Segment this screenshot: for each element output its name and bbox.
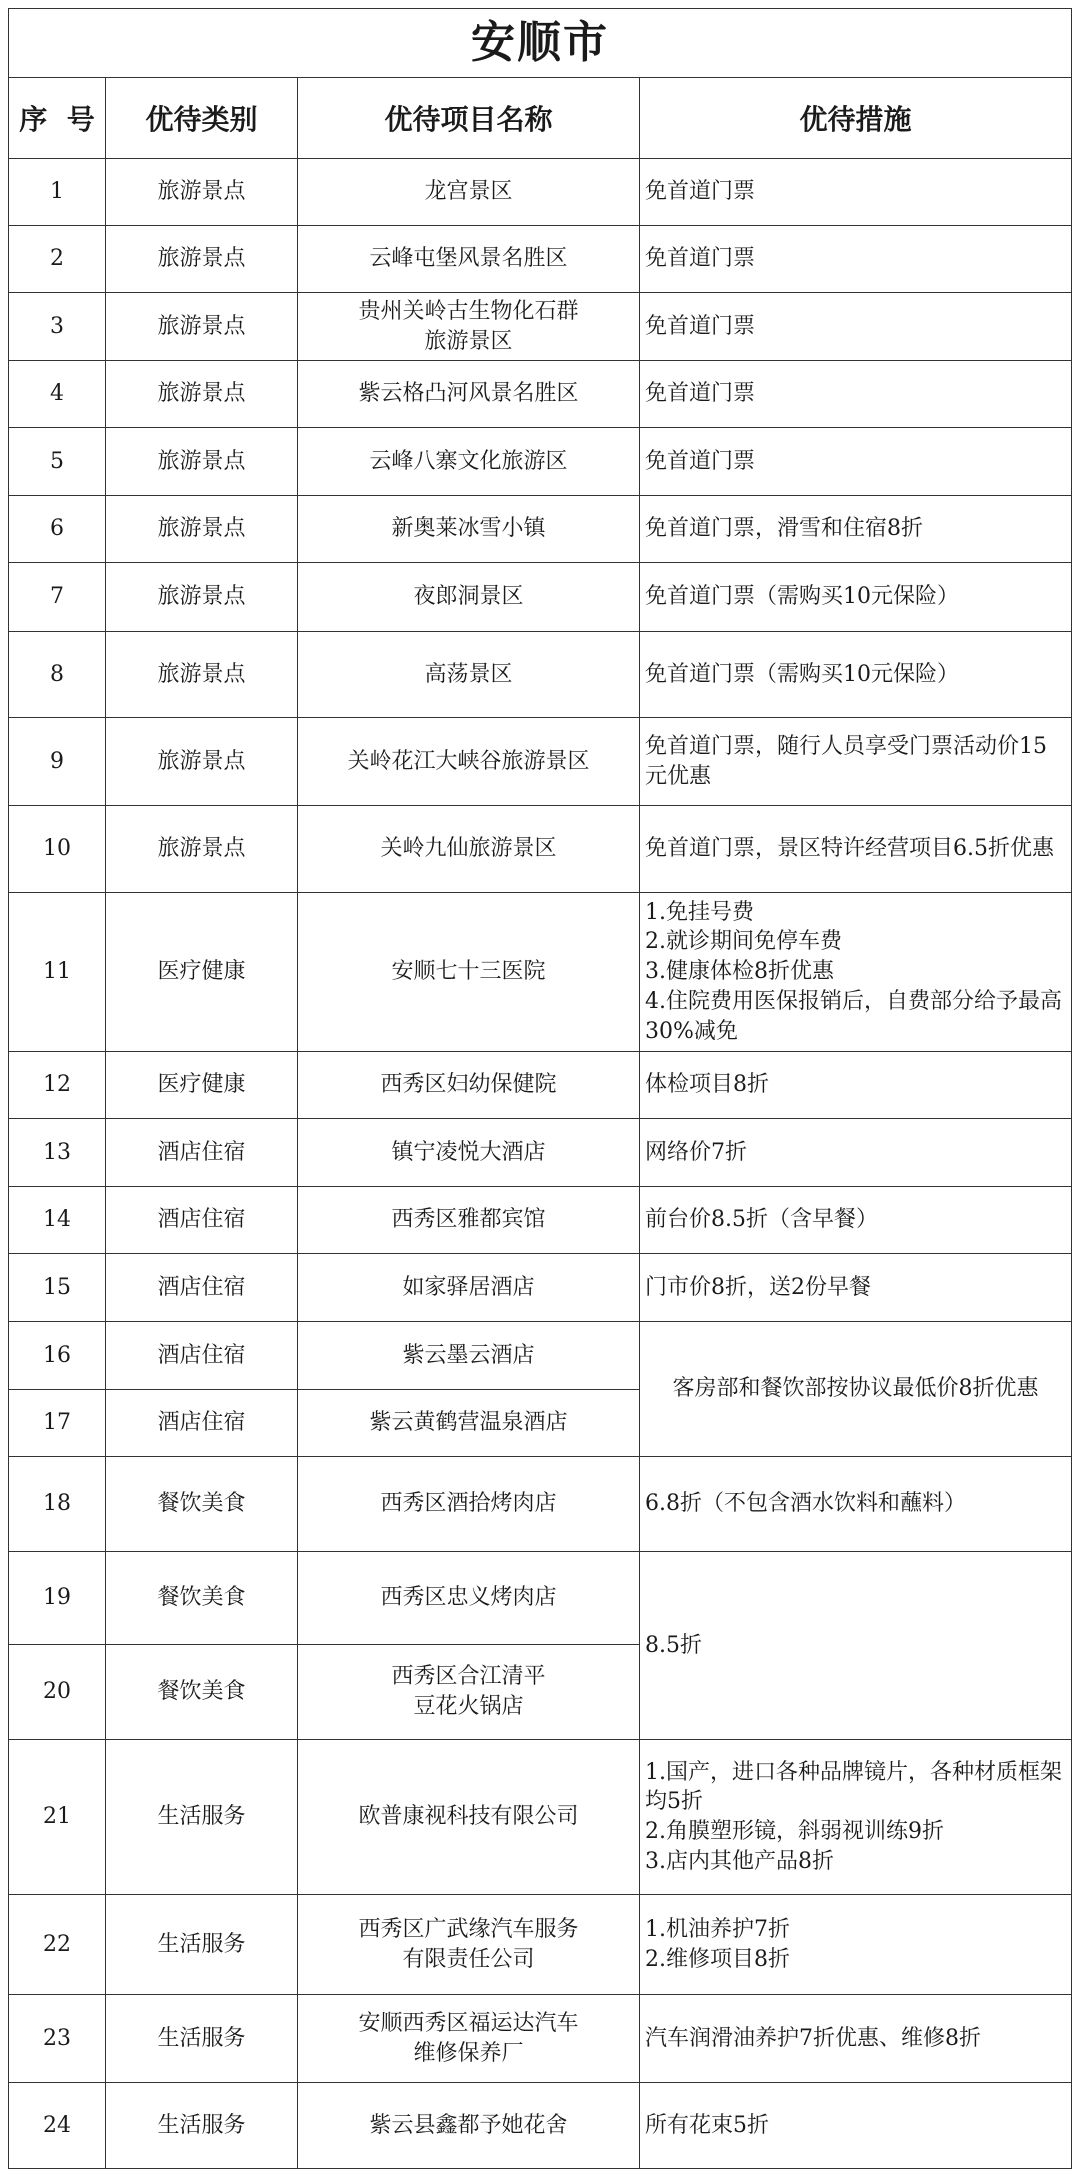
row-measures: 免首道门票，随行人员享受门票活动价15元优惠 xyxy=(640,718,1072,806)
table-row xyxy=(9,1552,1072,1645)
row-name: 紫云县鑫都予她花舍 xyxy=(298,2083,640,2169)
row-name: 云峰屯堡风景名胜区 xyxy=(298,226,640,293)
table-row xyxy=(9,293,1072,361)
row-category: 酒店住宿 xyxy=(106,1187,298,1254)
table-row xyxy=(9,1254,1072,1322)
row-measures-merged: 客房部和餐饮部按协议最低价8折优惠 xyxy=(640,1322,1072,1457)
row-measures: 网络价7折 xyxy=(640,1119,1072,1187)
row-name: 关岭九仙旅游景区 xyxy=(298,806,640,893)
row-category: 旅游景点 xyxy=(106,563,298,632)
row-name: 欧普康视科技有限公司 xyxy=(298,1740,640,1895)
table-row xyxy=(9,893,1072,1052)
table-row xyxy=(9,226,1072,293)
table-row xyxy=(9,632,1072,718)
row-category: 旅游景点 xyxy=(106,496,298,563)
row-seq: 1 xyxy=(9,159,106,226)
row-seq: 24 xyxy=(9,2083,106,2169)
row-category: 酒店住宿 xyxy=(106,1254,298,1322)
table-row xyxy=(9,718,1072,806)
row-name: 高荡景区 xyxy=(298,632,640,718)
row-category: 医疗健康 xyxy=(106,1052,298,1119)
row-measures: 免首道门票（需购买10元保险） xyxy=(640,563,1072,632)
row-measures: 免首道门票 xyxy=(640,159,1072,226)
row-seq: 2 xyxy=(9,226,106,293)
row-name: 云峰八寨文化旅游区 xyxy=(298,428,640,496)
row-measures: 免首道门票（需购买10元保险） xyxy=(640,632,1072,718)
row-measures: 1.国产，进口各种品牌镜片，各种材质框架均5折 2.角膜塑形镜，斜弱视训练9折 3.店内其他产品8折 xyxy=(640,1740,1072,1895)
row-name: 夜郎洞景区 xyxy=(298,563,640,632)
row-category: 生活服务 xyxy=(106,1740,298,1895)
row-measures: 免首道门票 xyxy=(640,226,1072,293)
table-row xyxy=(9,1995,1072,2083)
row-measures-merged: 8.5折 xyxy=(640,1552,1072,1740)
row-measures: 1.免挂号费 2.就诊期间免停车费 3.健康体检8折优惠 4.住院费用医保报销后，自费部分给予最高30%减免 xyxy=(640,893,1072,1052)
benefits-table xyxy=(8,8,1072,2169)
row-category: 旅游景点 xyxy=(106,428,298,496)
row-category: 餐饮美食 xyxy=(106,1552,298,1645)
row-seq: 9 xyxy=(9,718,106,806)
row-measures: 前台价8.5折（含早餐） xyxy=(640,1187,1072,1254)
row-measures: 所有花束5折 xyxy=(640,2083,1072,2169)
table-row xyxy=(9,361,1072,428)
row-seq: 11 xyxy=(9,893,106,1052)
row-measures: 门市价8折，送2份早餐 xyxy=(640,1254,1072,1322)
table-row xyxy=(9,159,1072,226)
row-name: 西秀区妇幼保健院 xyxy=(298,1052,640,1119)
header-seq: 序 号 xyxy=(9,78,106,159)
row-seq: 12 xyxy=(9,1052,106,1119)
row-seq: 7 xyxy=(9,563,106,632)
row-measures: 体检项目8折 xyxy=(640,1052,1072,1119)
row-name: 龙宫景区 xyxy=(298,159,640,226)
row-measures: 免首道门票，滑雪和住宿8折 xyxy=(640,496,1072,563)
table-row xyxy=(9,563,1072,632)
row-category: 旅游景点 xyxy=(106,159,298,226)
row-name: 新奥莱冰雪小镇 xyxy=(298,496,640,563)
row-seq: 6 xyxy=(9,496,106,563)
row-name: 安顺西秀区福运达汽车 维修保养厂 xyxy=(298,1995,640,2083)
row-category: 旅游景点 xyxy=(106,718,298,806)
row-seq: 21 xyxy=(9,1740,106,1895)
row-category: 生活服务 xyxy=(106,1895,298,1995)
header-measures: 优待措施 xyxy=(640,78,1072,159)
row-name: 西秀区忠义烤肉店 xyxy=(298,1552,640,1645)
row-category: 医疗健康 xyxy=(106,893,298,1052)
table-row xyxy=(9,806,1072,893)
table-row xyxy=(9,1895,1072,1995)
row-name: 关岭花江大峡谷旅游景区 xyxy=(298,718,640,806)
row-category: 生活服务 xyxy=(106,2083,298,2169)
row-name: 贵州关岭古生物化石群 旅游景区 xyxy=(298,293,640,361)
table-row xyxy=(9,428,1072,496)
row-measures: 免首道门票 xyxy=(640,293,1072,361)
row-name: 西秀区合江清平 豆花火锅店 xyxy=(298,1645,640,1740)
row-category: 旅游景点 xyxy=(106,226,298,293)
table-row xyxy=(9,1740,1072,1895)
header-row xyxy=(9,78,1072,159)
row-seq: 8 xyxy=(9,632,106,718)
row-measures: 免首道门票 xyxy=(640,428,1072,496)
table-row xyxy=(9,1052,1072,1119)
header-category: 优待类别 xyxy=(106,78,298,159)
row-seq: 18 xyxy=(9,1457,106,1552)
row-seq: 19 xyxy=(9,1552,106,1645)
row-seq: 17 xyxy=(9,1390,106,1457)
row-category: 旅游景点 xyxy=(106,293,298,361)
row-category: 餐饮美食 xyxy=(106,1457,298,1552)
row-category: 旅游景点 xyxy=(106,806,298,893)
table-row xyxy=(9,1119,1072,1187)
row-seq: 3 xyxy=(9,293,106,361)
row-name: 西秀区广武缘汽车服务 有限责任公司 xyxy=(298,1895,640,1995)
row-name: 安顺七十三医院 xyxy=(298,893,640,1052)
row-measures: 6.8折（不包含酒水饮料和蘸料） xyxy=(640,1457,1072,1552)
header-name: 优待项目名称 xyxy=(298,78,640,159)
row-category: 酒店住宿 xyxy=(106,1119,298,1187)
row-measures: 免首道门票，景区特许经营项目6.5折优惠 xyxy=(640,806,1072,893)
row-seq: 22 xyxy=(9,1895,106,1995)
row-seq: 4 xyxy=(9,361,106,428)
row-measures: 汽车润滑油养护7折优惠、维修8折 xyxy=(640,1995,1072,2083)
row-category: 生活服务 xyxy=(106,1995,298,2083)
table-row xyxy=(9,1322,1072,1390)
row-name: 紫云黄鹤营温泉酒店 xyxy=(298,1390,640,1457)
row-measures: 免首道门票 xyxy=(640,361,1072,428)
table-row xyxy=(9,1457,1072,1552)
row-measures: 1.机油养护7折 2.维修项目8折 xyxy=(640,1895,1072,1995)
row-name: 紫云格凸河风景名胜区 xyxy=(298,361,640,428)
row-name: 西秀区酒拾烤肉店 xyxy=(298,1457,640,1552)
table-row xyxy=(9,2083,1072,2169)
row-seq: 10 xyxy=(9,806,106,893)
row-seq: 13 xyxy=(9,1119,106,1187)
table-row xyxy=(9,1187,1072,1254)
row-seq: 20 xyxy=(9,1645,106,1740)
row-name: 镇宁凌悦大酒店 xyxy=(298,1119,640,1187)
document-sheet xyxy=(8,8,1071,2169)
table-row xyxy=(9,496,1072,563)
row-category: 酒店住宿 xyxy=(106,1390,298,1457)
page-title: 安顺市 xyxy=(9,9,1072,78)
row-name: 西秀区雅都宾馆 xyxy=(298,1187,640,1254)
row-category: 旅游景点 xyxy=(106,361,298,428)
row-seq: 5 xyxy=(9,428,106,496)
row-seq: 16 xyxy=(9,1322,106,1390)
row-seq: 14 xyxy=(9,1187,106,1254)
row-category: 餐饮美食 xyxy=(106,1645,298,1740)
row-name: 紫云墨云酒店 xyxy=(298,1322,640,1390)
row-seq: 23 xyxy=(9,1995,106,2083)
title-row xyxy=(9,9,1072,78)
row-name: 如家驿居酒店 xyxy=(298,1254,640,1322)
row-seq: 15 xyxy=(9,1254,106,1322)
row-category: 酒店住宿 xyxy=(106,1322,298,1390)
row-category: 旅游景点 xyxy=(106,632,298,718)
